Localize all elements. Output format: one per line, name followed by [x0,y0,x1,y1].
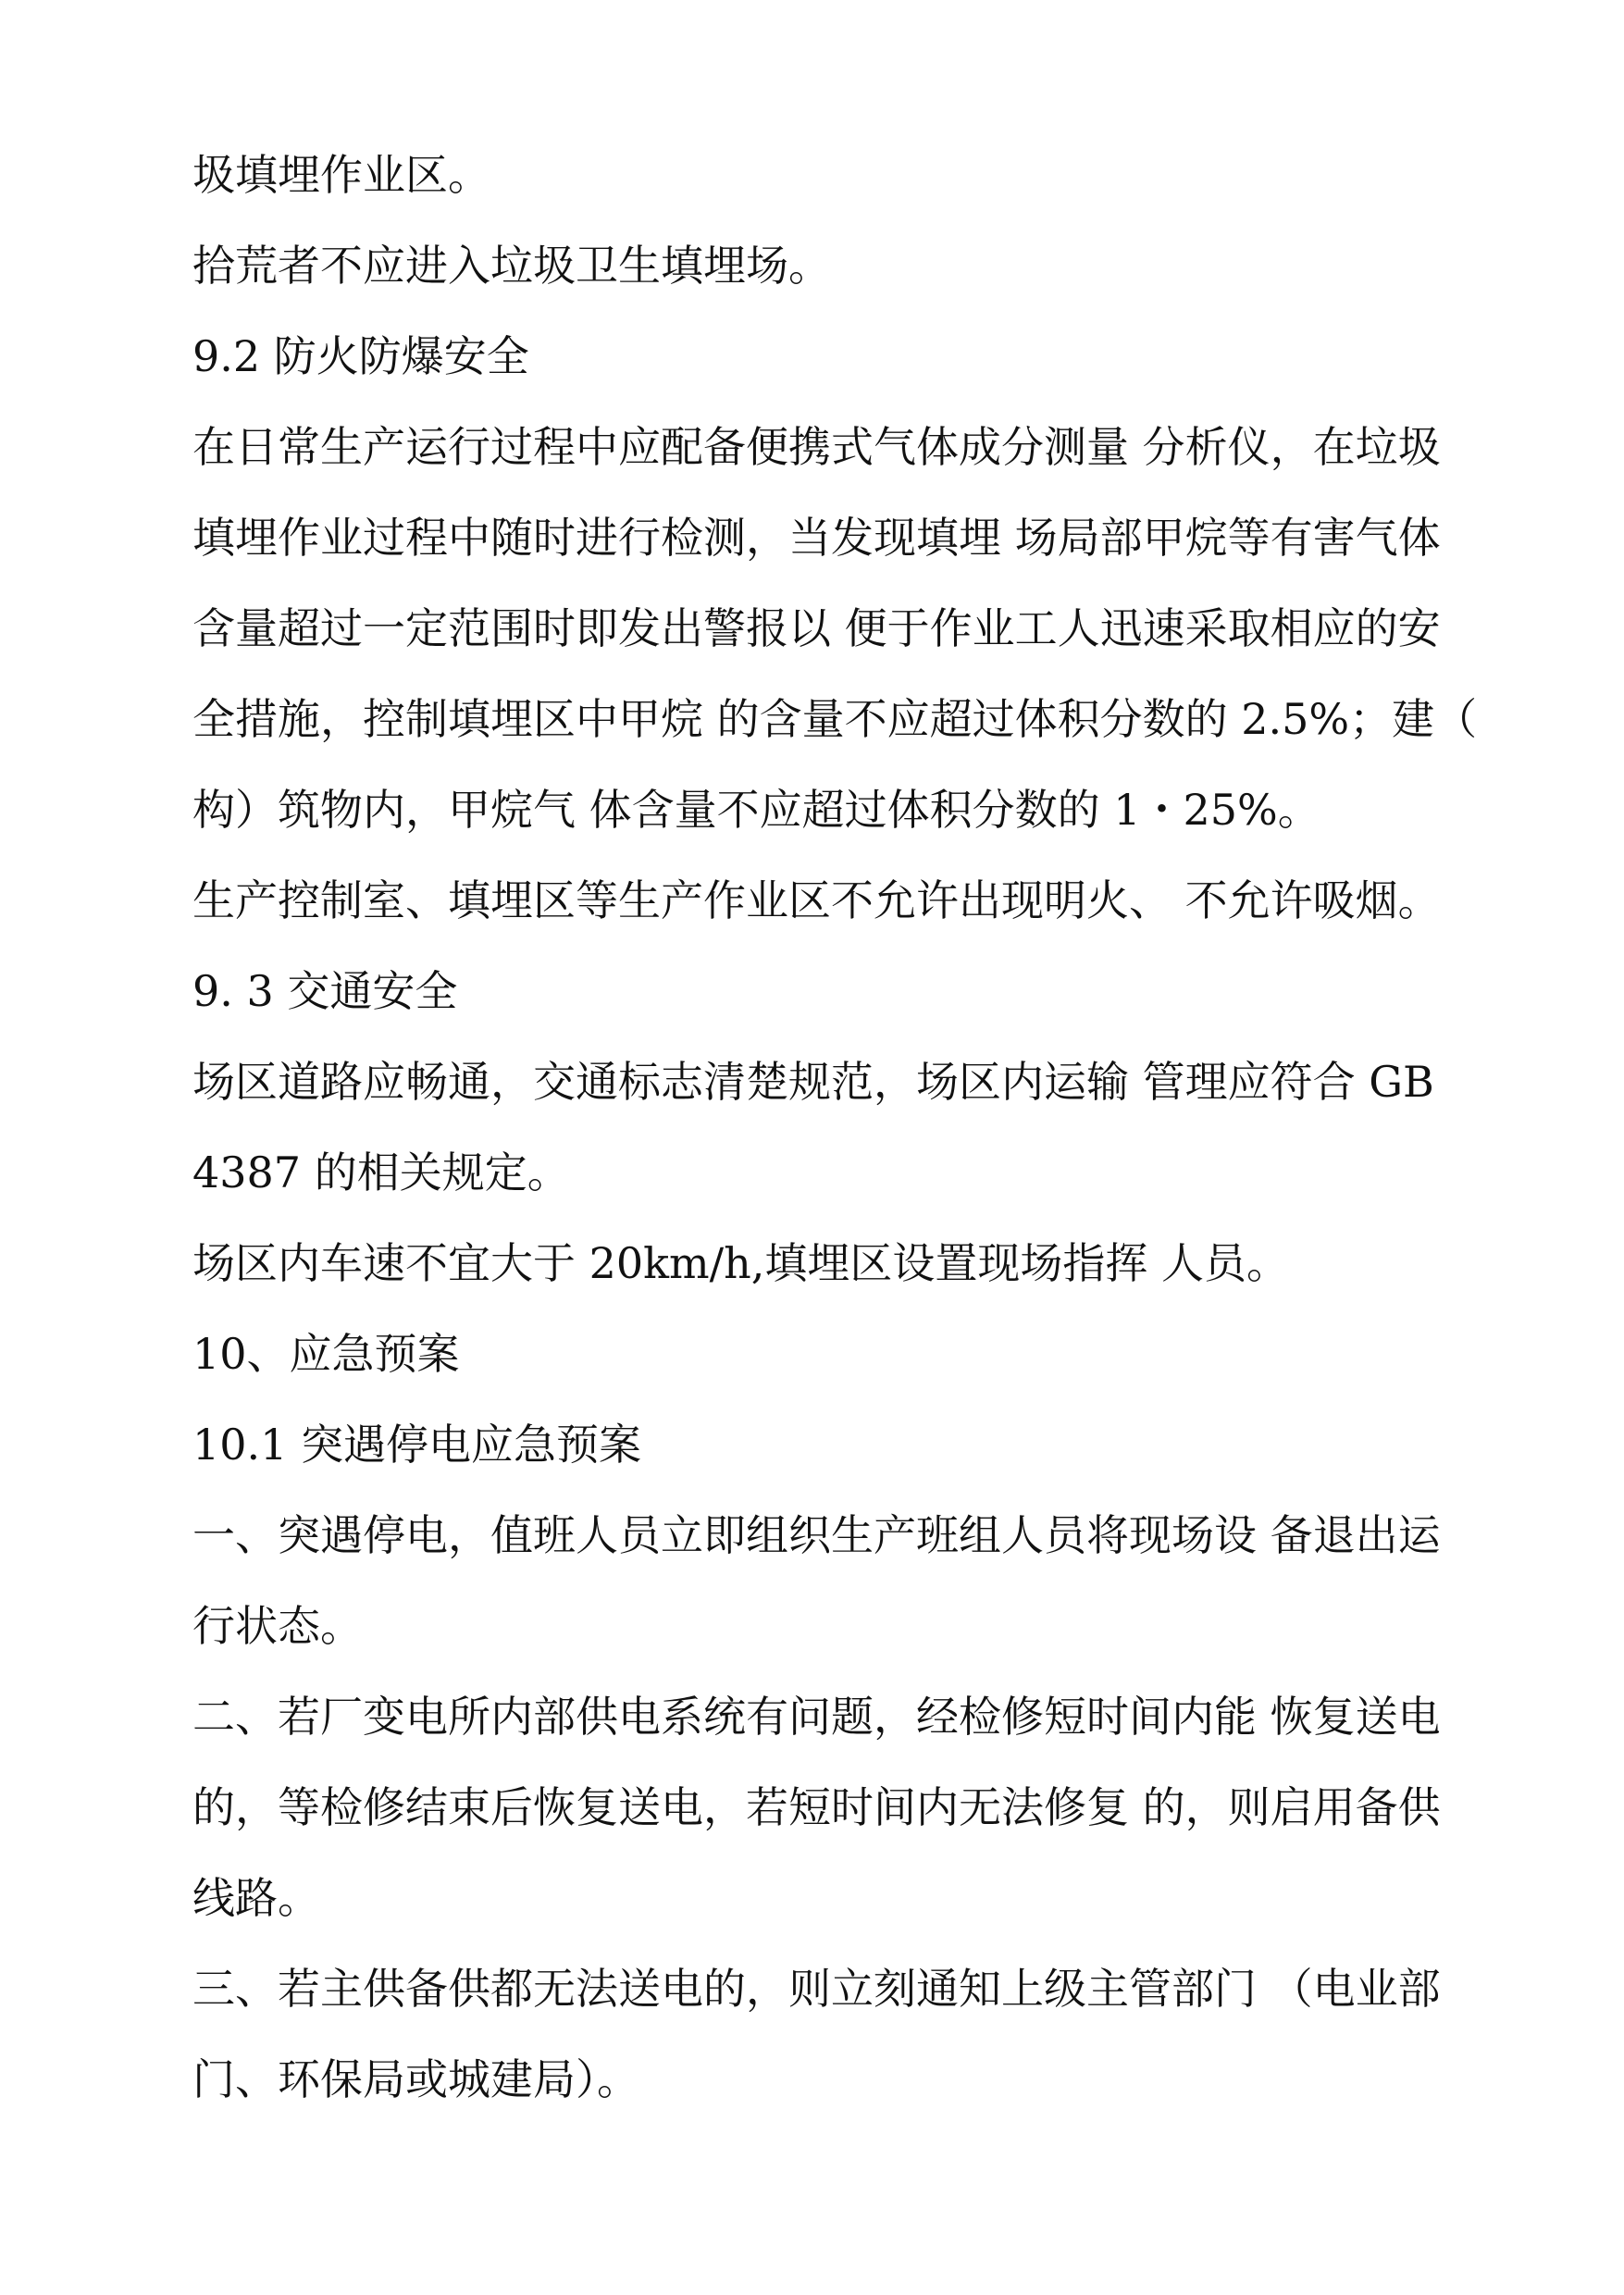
section-heading: 9. 3 交通安全 [192,966,458,1016]
text-line: 构）筑物内，甲烷气 体含量不应超过体积分数的 1・25%。 [192,785,1320,835]
text-line: 拾荒者不应进入垃圾卫生填埋场。 [192,241,831,291]
text-line: 在日常生产运行过程中应配备便携式气体成分测量 分析仪，在垃圾 [192,422,1441,472]
text-line: 场区内车速不宜大于 20km/h,填埋区设置现场指挥 人员。 [192,1238,1290,1288]
text-line: 4387 的相关规定。 [192,1148,570,1197]
text-line: 一、突遇停电，值班人员立即组织生产班组人员将现场设 备退出运 [192,1510,1441,1560]
text-line: 行状态。 [192,1601,363,1651]
text-line: 的，等检修结束后恢复送电，若短时间内无法修复 的，则启用备供 [192,1782,1441,1832]
text-line: 场区道路应畅通，交通标志清楚规范，场区内运输 管理应符合 GB [192,1057,1434,1107]
section-heading: 9.2 防火防爆安全 [192,331,529,381]
text-line: 圾填埋作业区。 [192,150,490,200]
section-heading: 10.1 突遇停电应急预案 [192,1420,642,1470]
text-line: 含量超过一定范围时即发出警报以 便于作业工人迅速采取相应的安 [192,603,1441,653]
text-line: 线路。 [192,1873,320,1923]
text-line: 全措施，控制填埋区中甲烷 的含量不应超过体积分数的 2.5%；建（ [192,694,1478,744]
text-line: 门、环保局或城建局）。 [192,2054,639,2104]
text-line: 二、若厂变电所内部供电系统有问题，经检修短时间内能 恢复送电 [192,1692,1441,1742]
body-text [192,130,1478,2125]
text-line: 三、若主供备供都无法送电的，则立刻通知上级主管部门 （电业部 [192,1964,1441,2014]
section-heading: 10、应急预案 [192,1329,460,1379]
text-line: 生产控制室、填埋区等生产作业区不允许出现明火、 不允许吸烟。 [192,875,1441,925]
text-line: 填埋作业过程中随时进行检测，当发现填埋 场局部甲烷等有害气体 [192,513,1441,563]
